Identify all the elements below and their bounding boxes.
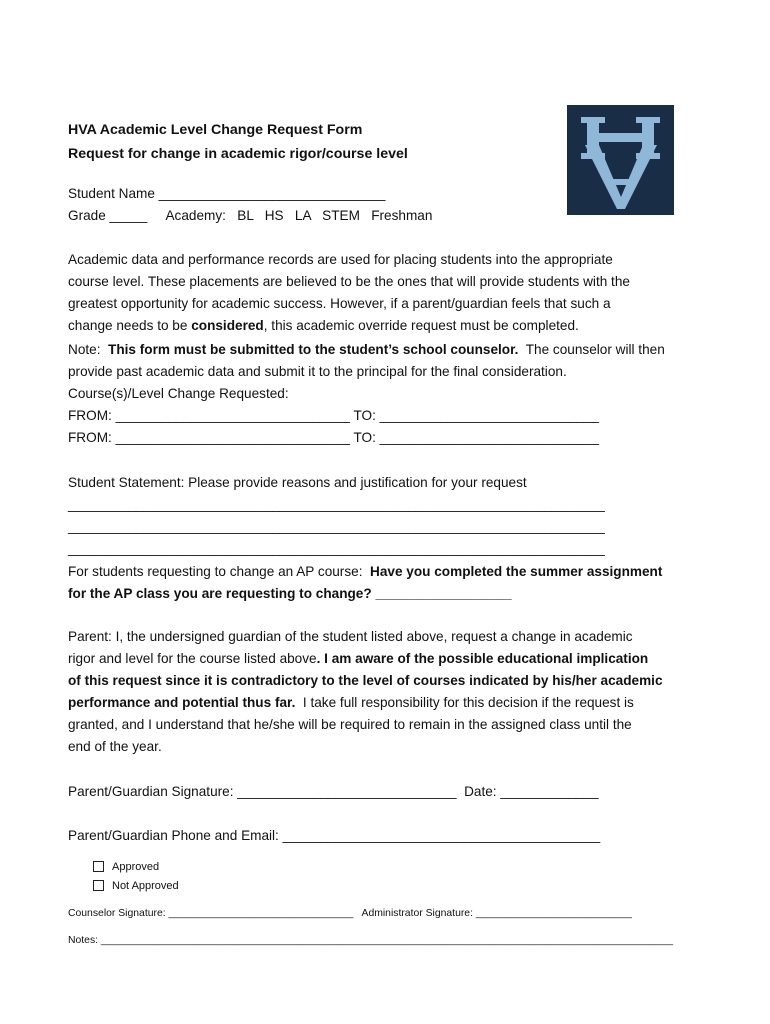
form-title: HVA Academic Level Change Request Form [68,122,363,138]
ap-question [68,561,662,583]
form-subtitle: Request for change in academic rigor/course level [68,146,408,162]
parent-line-5: granted, and I understand that he/she will be required to remain in the assigned class until the [68,717,632,732]
hva-logo [567,105,674,215]
intro-emphasis: considered [191,318,264,333]
intro-line-3: greatest opportunity for academic success. However, if a parent/guardian feels that such a [68,296,611,311]
staff-signature-fields[interactable]: Counselor Signature: ________________________________ Administrator Signature: ___________________________ [68,908,632,919]
statement-prompt: Student Statement: Please provide reasons and justification for your request [68,475,527,490]
parent-contact-field[interactable]: Parent/Guardian Phone and Email: __________________________________________ [68,828,601,843]
intro-text-end: , this academic override request must be completed. [263,318,579,333]
ap-question-emphasis: Have you completed the summer assignment [370,564,663,579]
parent-line-4 [68,692,634,714]
intro-line-2: course level. These placements are believed to be the ones that will provide students with the [68,274,630,289]
course-change-row-2[interactable]: FROM: _______________________________ TO: _____________________________ [68,430,599,445]
parent-line-6: end of the year. [68,739,162,754]
parent-emphasis: . I am aware of the possible educational implication [316,651,649,666]
not-approved-label: Not Approved [112,880,179,892]
note-text: The counselor will then [518,342,665,357]
approved-option[interactable] [93,858,159,876]
ap-answer-field[interactable]: for the AP class you are requesting to change? __________________ [68,586,512,601]
intro-text: change needs to be [68,318,192,333]
intro-line-1: Academic data and performance records are used for placing students into the appropriate [68,252,613,267]
not-approved-checkbox[interactable] [93,880,104,891]
courses-heading: Course(s)/Level Change Requested: [68,386,289,401]
statement-blank-2[interactable]: _______________________________________________________________________ [68,519,605,534]
note-label: Note: [68,342,109,357]
parent-line-1: Parent: I, the undersigned guardian of the student listed above, request a change in academic [68,629,633,644]
grade-academy-field[interactable]: Grade _____ Academy: BL HS LA STEM Freshman [68,208,433,223]
note-emphasis: This form must be submitted to the student’s school counselor. [108,342,519,357]
intro-line-4 [68,315,579,337]
statement-blank-1[interactable]: _______________________________________________________________________ [68,497,605,512]
parent-text-2: I take full responsibility for this decision if the request is [295,695,634,710]
parent-emphasis-2: performance and potential thus far. [68,695,296,710]
course-change-row-1[interactable]: FROM: _______________________________ TO: _____________________________ [68,408,599,423]
parent-signature-field[interactable]: Parent/Guardian Signature: _____________________________ Date: _____________ [68,784,599,799]
parent-line-3: of this request since it is contradictory to the level of courses indicated by his/her academic [68,673,663,688]
notes-field[interactable]: Notes: ___________________________________________________________________________________________________ [68,935,674,946]
student-name-field[interactable]: Student Name ______________________________ [68,186,386,201]
not-approved-option[interactable] [93,877,179,895]
parent-text: rigor and level for the course listed above [68,651,317,666]
note-line-2: provide past academic data and submit it to the principal for the final consideration. [68,364,567,379]
statement-blank-3[interactable]: _______________________________________________________________________ [68,541,605,556]
parent-line-2 [68,648,648,670]
note-line [68,339,665,361]
approved-label: Approved [112,861,160,873]
approved-checkbox[interactable] [93,861,104,872]
ap-question-text: For students requesting to change an AP course: [68,564,371,579]
